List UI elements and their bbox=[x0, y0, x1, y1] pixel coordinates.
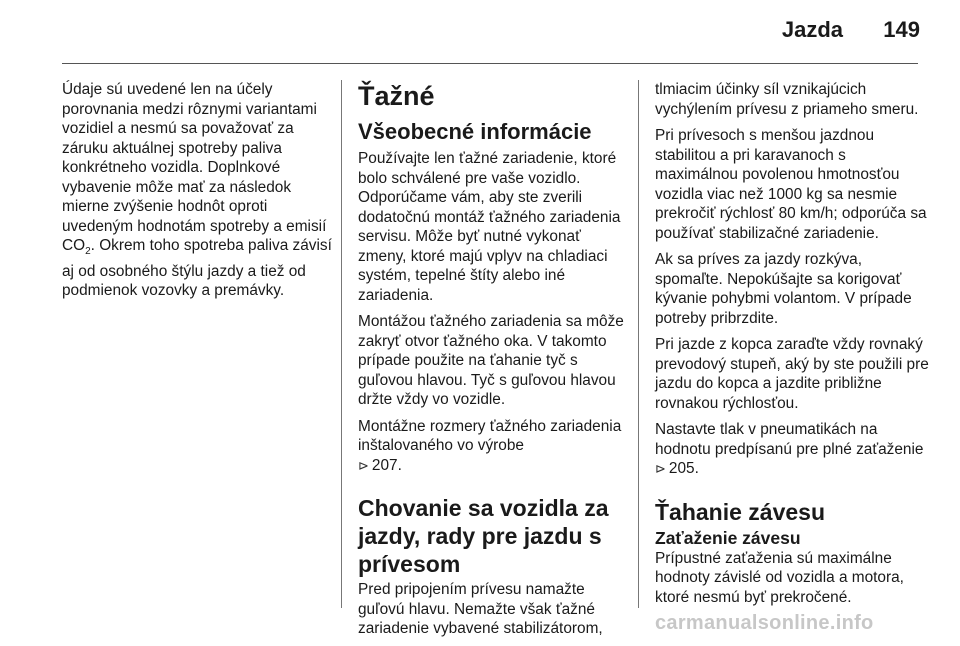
page-reference-link[interactable]: 205. bbox=[668, 460, 699, 477]
paragraph: Nastavte tlak v pneumatikách na hodnotu predpísanú pre plné zaťaženie ⊳ 205. bbox=[655, 421, 924, 477]
column-3 bbox=[655, 80, 930, 614]
page-reference-link[interactable]: 207. bbox=[371, 456, 402, 474]
watermark: carmanualsonline.info bbox=[655, 612, 874, 634]
load-heading: Zaťaženie závesu bbox=[655, 527, 801, 548]
paragraph: Pri jazde z kopca zaraďte vždy rovnaký prevodový stupeň, aký by ste použili pre jazdu do kopca a jazdite približne rovnakou rýchlosťou. bbox=[655, 336, 929, 412]
section-title: Jazda bbox=[781, 17, 843, 42]
towing-heading: Ťahanie závesu bbox=[655, 498, 826, 525]
column-divider-1 bbox=[341, 80, 342, 608]
co2-subscript: 2 bbox=[85, 246, 91, 258]
fuel-consumption-note: Údaje sú uvedené len na účely porovnania medzi rôznymi variantami vozidiel a nesmú sa považovať za záruku aktuálnej spotreby paliva konkrétneho vozidla. Doplnkové vybavenie môže mať za následok mierne zvýšenie hodnôt oproti uvedeným hodnotám spotreby a emisií $CO_2$. Okrem toho spotreba paliva závisí aj od osobného štýlu jazdy a tiež od podmienok vozovky a premávky. bbox=[62, 81, 332, 300]
paragraph: Prípustné zaťaženia sú maximálne hodnoty závislé od vozidla a motora, ktoré nesmú byť prekročené. bbox=[655, 549, 904, 606]
column-1 bbox=[62, 80, 332, 308]
column-divider-2 bbox=[638, 80, 639, 608]
page-header bbox=[0, 0, 960, 66]
paragraph: Pri prívesoch s menšou jazdnou stabilitou a pri karavanoch s maximálnou povolenou hmotnosťou vozidla viac než 1000 kg sa nesmie prekročiť rýchlosť 80 km/h; odporúča sa používať stabilizačné zariadenie. bbox=[655, 127, 927, 242]
paragraph: Montážne rozmery ťažného zariadenia inštalovaného vo výrobe ⊳ 207. bbox=[358, 417, 622, 474]
header-rule bbox=[62, 63, 918, 64]
page-number: 149 bbox=[883, 17, 920, 42]
reference-arrow-icon: ⊳ bbox=[358, 457, 369, 473]
paragraph: Montážou ťažného zariadenia sa môže zakryť otvor ťažného oka. V takomto prípade použite na ťahanie tyč s guľovou hlavou. Tyč s guľovou hlavou držte vždy vo vozidle. bbox=[358, 313, 624, 408]
paragraph: Pred pripojením prívesu namažte guľovú hlavu. Nemažte však ťažné zariadenie vybavené stabilizátorom, bbox=[358, 581, 603, 637]
column-2 bbox=[358, 80, 626, 646]
reference-arrow-icon: ⊳ bbox=[655, 461, 666, 476]
paragraph: tlmiacim účinky síl vznikajúcich vychýlením prívesu z priameho smeru. bbox=[655, 81, 919, 118]
general-info-heading: Všeobecné informácie bbox=[358, 119, 592, 144]
driving-behavior-heading: Chovanie sa vozidla za jazdy, rady pre jazdu s prívesom bbox=[358, 495, 609, 577]
paragraph: Používajte len ťažné zariadenie, ktoré bolo schválené pre vaše vozidlo. Odporúčame vám, aby ste zverili dodatočnú montáž ťažného zariadenia servisu. Môže byť nutné vykonať zmeny, ktoré majú vplyv na chladiaci systém, tepelné štíty alebo iné zariadenia. bbox=[358, 150, 621, 304]
paragraph: Ak sa príves za jazdy rozkýva, spomaľte. Nepokúšajte sa korigovať kývanie pohybmi volantom. V prípade potreby pribrzdite. bbox=[655, 251, 912, 327]
chapter-title: Ťažné bbox=[358, 81, 435, 111]
